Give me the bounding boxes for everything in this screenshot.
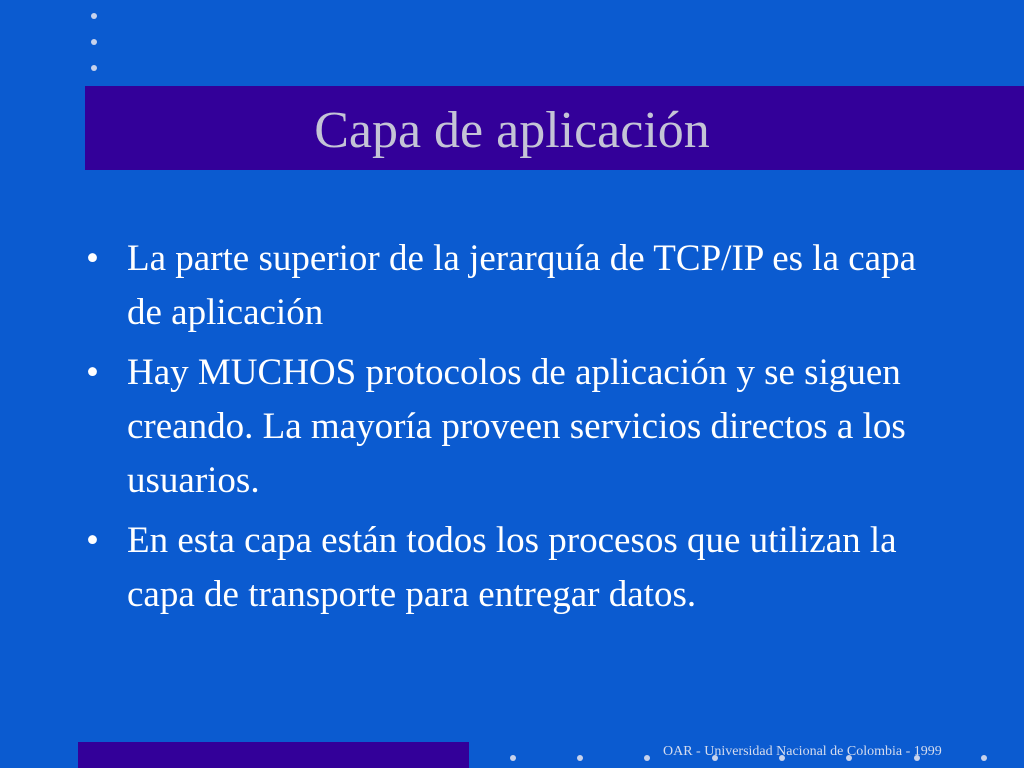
bullet-icon: • <box>86 238 99 279</box>
decor-dot <box>91 13 97 19</box>
bullet-text: En esta capa están todos los procesos que utilizan la capa de transporte para entregar datos. <box>127 520 897 615</box>
decor-dot <box>644 755 650 761</box>
bullet-list <box>84 232 944 628</box>
footer-text: OAR - Universidad Nacional de Colombia - 1999 <box>663 744 942 759</box>
bullet-text: Hay MUCHOS protocolos de aplicación y se siguen creando. La mayoría proveen servicios directos a los usuarios. <box>127 352 906 501</box>
bullet-text: La parte superior de la jerarquía de TCP/IP es la capa de aplicación <box>127 238 917 333</box>
bullet-icon: • <box>86 520 99 561</box>
bullet-item <box>84 514 944 622</box>
decor-dot <box>577 755 583 761</box>
slide-title: Capa de aplicación <box>314 102 710 159</box>
bullet-icon: • <box>86 352 99 393</box>
decor-dot <box>91 39 97 45</box>
decor-dot <box>510 755 516 761</box>
decor-dot <box>981 755 987 761</box>
footer-bar <box>78 742 469 768</box>
decor-dot <box>91 65 97 71</box>
bullet-item <box>84 232 944 340</box>
bullet-item <box>84 346 944 508</box>
